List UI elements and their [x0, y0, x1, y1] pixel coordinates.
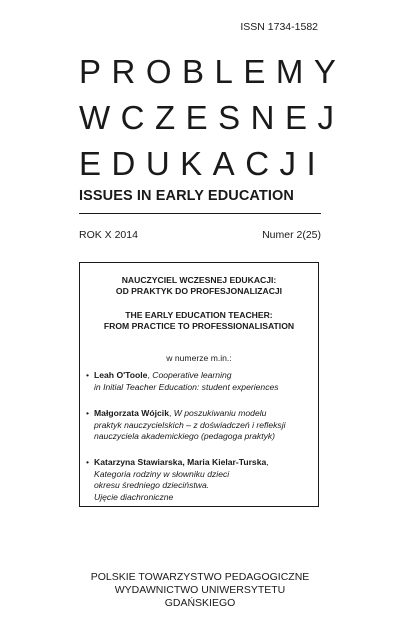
entry-separator: , [168, 408, 174, 418]
entry-author: Katarzyna Stawiarska, Maria Kielar-Turska [94, 457, 267, 467]
theme-heading-polish [80, 275, 318, 297]
in-this-issue-label: w numerze m.in.: [166, 353, 232, 363]
entry-title: Ujęcie diachroniczne [94, 491, 174, 502]
entry-first-line [86, 457, 314, 469]
theme-heading-english-line-1: THE EARLY EDUCATION TEACHER: [125, 310, 273, 320]
contents-entry [86, 408, 314, 443]
theme-heading-english-line-2: FROM PRACTICE TO PROFESSIONALISATION [103, 321, 295, 331]
contents-entry [86, 457, 314, 503]
entry-separator: , [266, 457, 269, 467]
bullet-icon: • [86, 370, 90, 380]
publisher-line-1: POLSKIE TOWARZYSTWO PEDAGOGICZNE [90, 571, 310, 583]
entry-first-line [86, 370, 314, 382]
publisher-line-2: WYDAWNICTWO UNIWERSYTETU GDAŃSKIEGO [114, 584, 286, 609]
journal-title-line-1: PROBLEMY [79, 53, 347, 90]
journal-title-line-3: EDUKACJI [79, 145, 327, 182]
entry-title: okresu średniego dzieciństwa. [94, 480, 210, 490]
entry-first-line [86, 408, 314, 420]
bullet-icon: • [86, 408, 90, 418]
issue-number: Numer 2(25) [262, 229, 321, 241]
theme-heading-polish-line-2: OD PRAKTYK DO PROFESJONALIZACJI [115, 286, 283, 296]
bullet-icon: • [86, 457, 90, 467]
entry-title: nauczyciela akademickiego (pedagoga praktyk) [94, 431, 276, 441]
divider [79, 213, 321, 214]
publisher-footer [79, 571, 321, 610]
issue-year: ROK X 2014 [79, 229, 138, 241]
theme-heading-polish-line-1: NAUCZYCIEL WCZESNEJ EDUKACJI: [121, 275, 277, 285]
entry-title: Cooperative learning [152, 370, 232, 380]
entry-title: praktyk nauczycielskich – z doświadczeń i refleksji [94, 419, 286, 430]
entry-author: Małgorzata Wójcik [94, 408, 169, 418]
entry-title: in Initial Teacher Education: student experiences [94, 381, 279, 392]
entry-title: W poszukiwaniu modelu [173, 408, 267, 418]
journal-title-line-2: WCZESNEJ [79, 99, 345, 136]
entry-separator: , [147, 370, 153, 380]
journal-subtitle: ISSUES IN EARLY EDUCATION [79, 188, 294, 204]
issn-number: ISSN 1734-1582 [240, 21, 318, 33]
theme-heading-english [80, 310, 318, 332]
contents-entry [86, 370, 314, 393]
entry-author: Leah O'Toole [94, 370, 148, 380]
contents-box [79, 262, 319, 507]
entry-title: Kategoria rodziny w słowniku dzieci [94, 468, 230, 479]
